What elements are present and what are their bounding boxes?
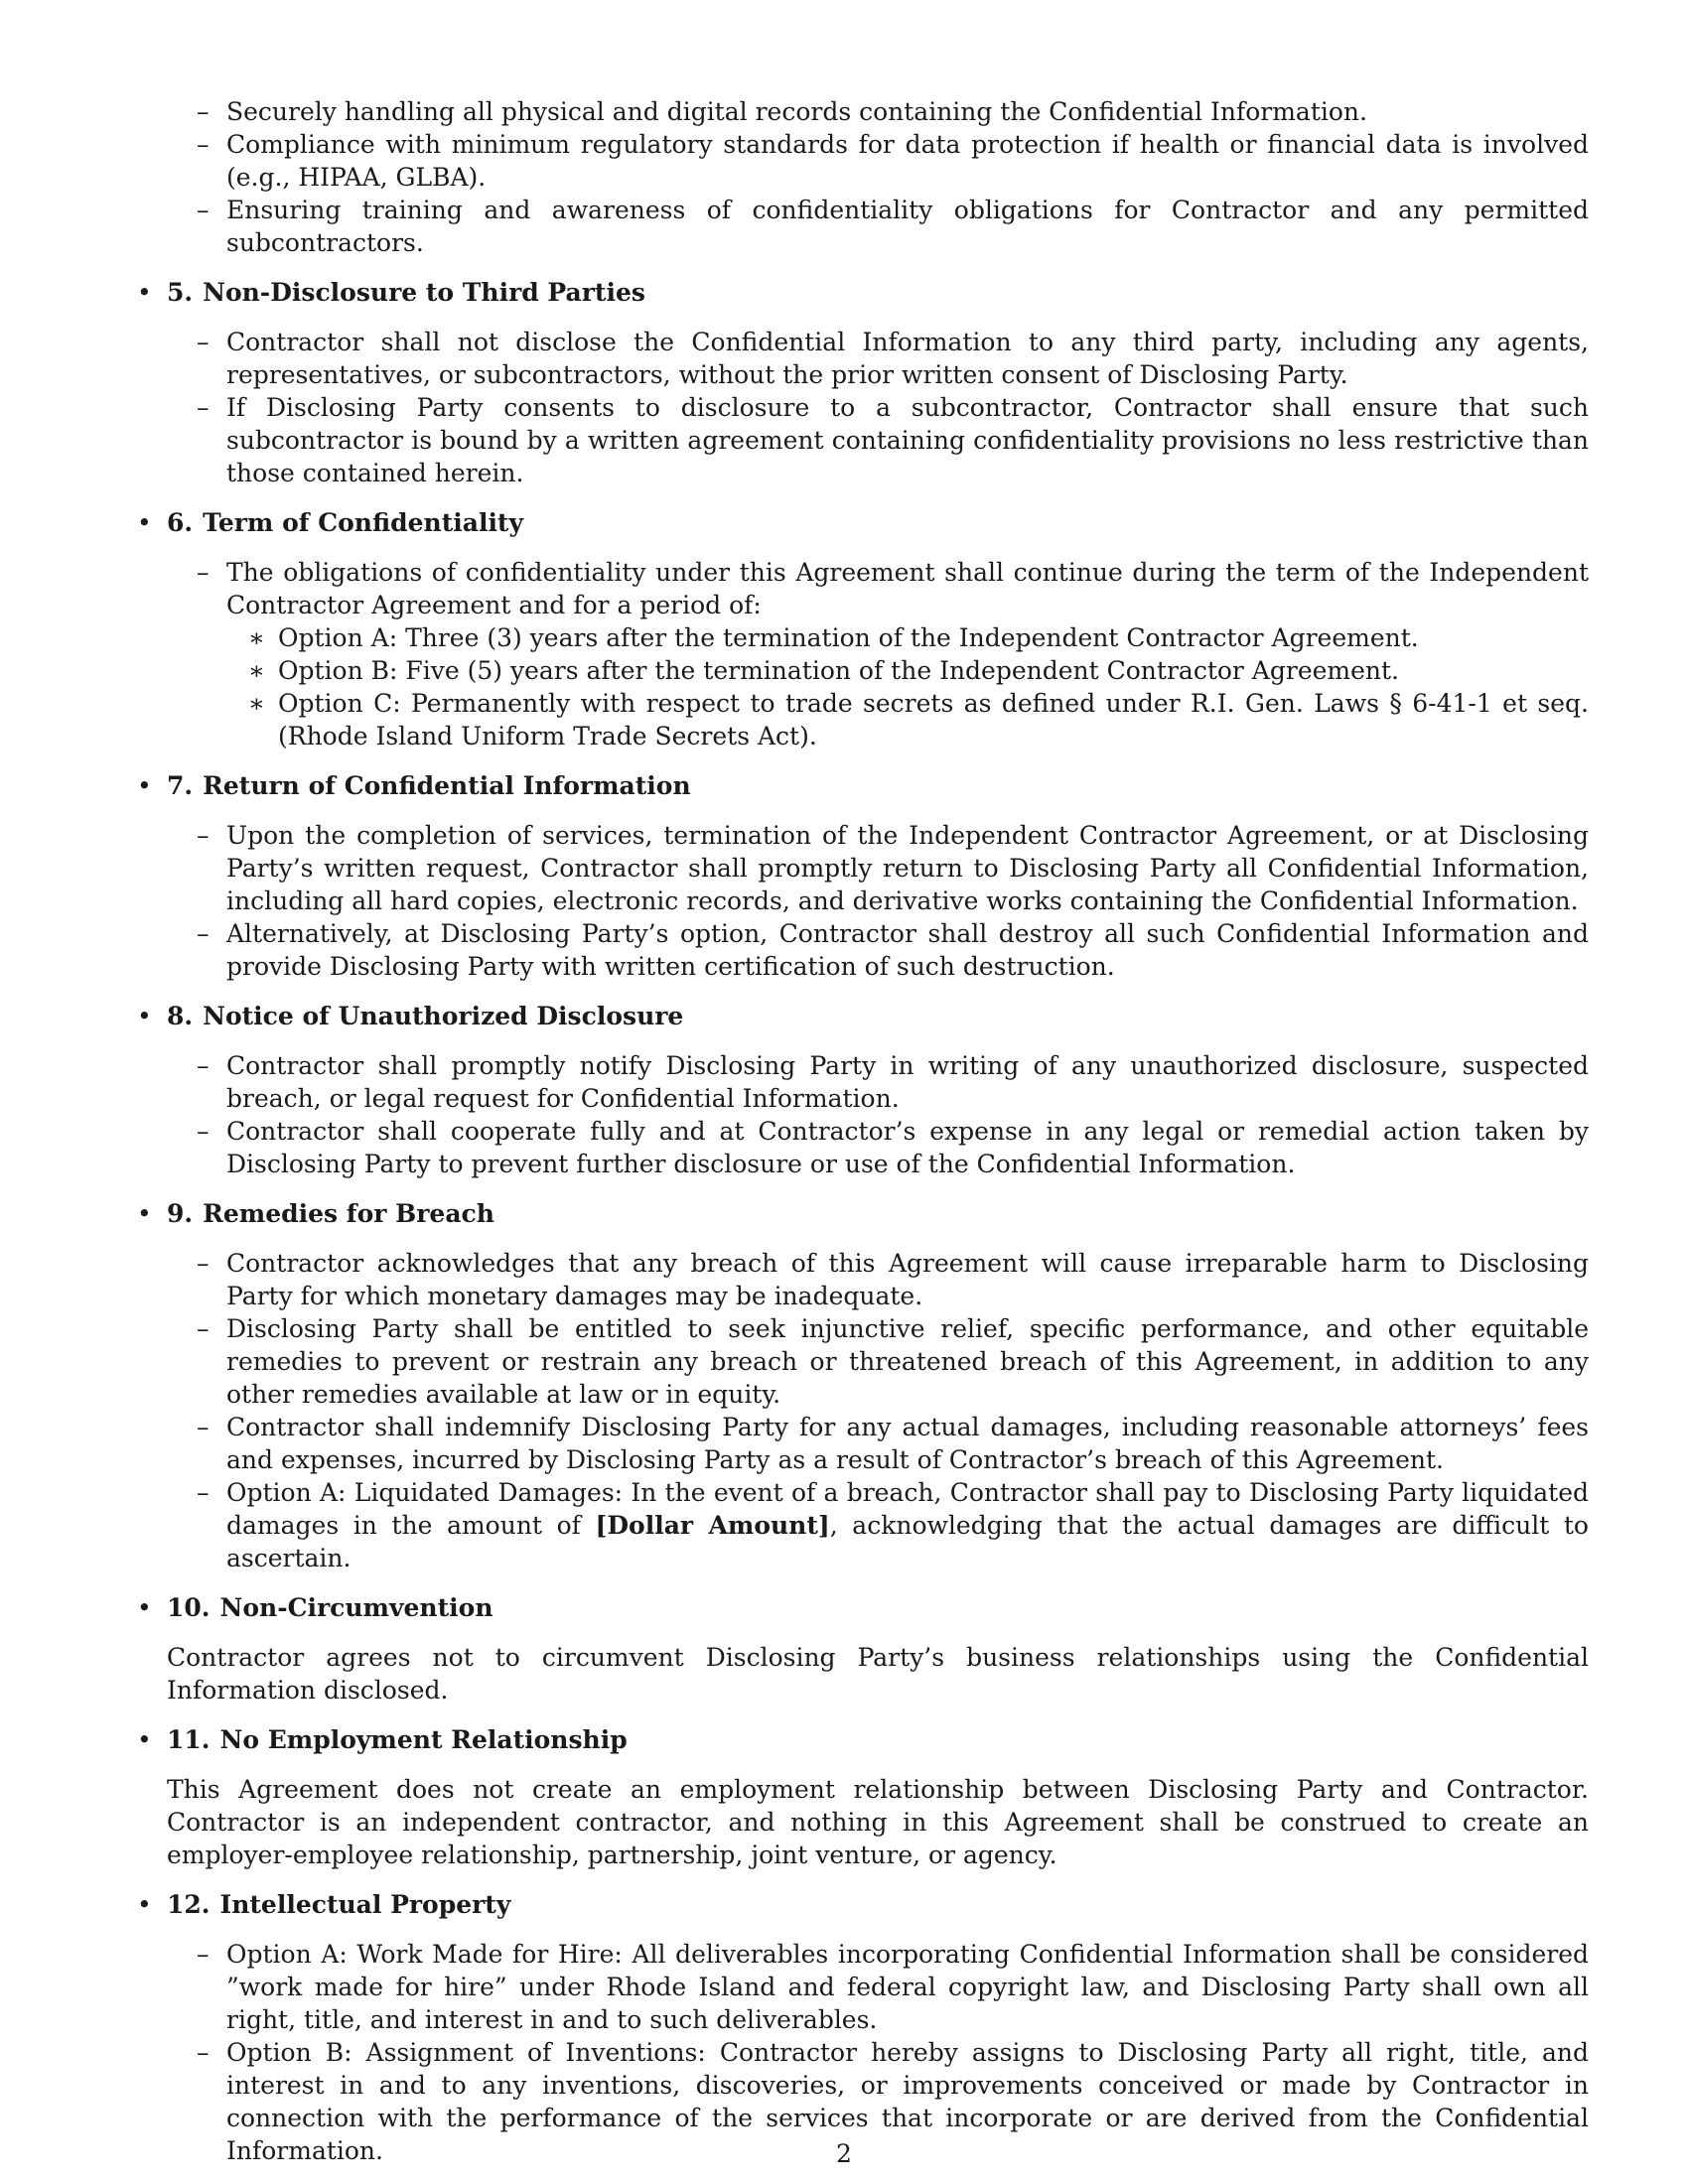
section-list	[149, 1247, 1589, 1574]
section-title: Return of Confidential Information	[203, 771, 691, 800]
section-title: Intellectual Property	[219, 1890, 511, 1919]
section-11	[149, 1723, 1589, 1871]
list-item: – Ensuring training and awareness of confidentiality obligations for Contractor and any permitted subcontractors.	[226, 194, 1589, 259]
section-title: Remedies for Breach	[203, 1199, 494, 1228]
section-5	[149, 276, 1589, 489]
list-item: – Alternatively, at Disclosing Party’s option, Contractor shall destroy all such Confidential Information and provide Disclosing Party with written certification of such destruction.	[226, 917, 1589, 983]
section-heading	[149, 1197, 1589, 1230]
section-6	[149, 506, 1589, 752]
liquidated-damages-suffix: , acknowledging that the actual damages are difficult to ascertain.	[226, 1511, 1589, 1572]
section-heading	[149, 1723, 1589, 1756]
list-item: – Contractor shall not disclose the Confidential Information to any third party, including any agents, representatives, or subcontractors, without the prior written consent of Disclosing Party.	[226, 326, 1589, 391]
dollar-amount-placeholder: [Dollar Amount]	[595, 1511, 830, 1540]
section-list	[149, 1049, 1589, 1180]
section-9	[149, 1197, 1589, 1574]
list-item: – Contractor shall cooperate fully and at Contractor’s expense in any legal or remedial action taken by Disclosing Party to prevent further disclosure or use of the Confidential Information.	[226, 1115, 1589, 1180]
section-list	[149, 1938, 1589, 2167]
page-number: 2	[836, 2139, 852, 2168]
section-heading	[149, 506, 1589, 539]
liquidated-damages-text: Option A: Liquidated Damages: In the event of a breach, Contractor shall pay to Disclosing Party liquidated damages in the amount of	[226, 1478, 1589, 1540]
option-list	[226, 621, 1589, 752]
option-item: ∗ Option A: Three (3) years after the termination of the Independent Contractor Agreement.	[278, 621, 1589, 654]
section-heading	[149, 1591, 1589, 1624]
option-item: ∗ Option B: Five (5) years after the termination of the Independent Contractor Agreement.	[278, 654, 1589, 687]
section-paragraph: Contractor agrees not to circumvent Disclosing Party’s business relationships using the Confidential Information disclosed.	[167, 1643, 1589, 1705]
section-title: Non-Disclosure to Third Parties	[203, 278, 645, 307]
section-number: 10.	[167, 1593, 211, 1622]
section-list	[149, 556, 1589, 752]
section-10	[149, 1591, 1589, 1706]
section-number: 12.	[167, 1890, 211, 1919]
section-heading	[149, 769, 1589, 802]
section-list	[149, 326, 1589, 489]
list-item: – If Disclosing Party consents to disclosure to a subcontractor, Contractor shall ensure that such subcontractor is bound by a written agreement containing confidentiality provisions no less restrictive than those contained herein.	[226, 391, 1589, 489]
section-title: Term of Confidentiality	[203, 508, 524, 537]
list-item: – Option A: Work Made for Hire: All deliverables incorporating Confidential Information shall be considered ”work made for hire” under Rhode Island and federal copyright law, and Disclosing Party shall own all right, title, and interest in and to such deliverables.	[226, 1938, 1589, 2036]
list-item: – Disclosing Party shall be entitled to seek injunctive relief, specific performance, and other equitable remedies to prevent or restrain any breach or threatened breach of this Agreement, in addition to any other remedies available at law or in equity.	[226, 1312, 1589, 1411]
list-item	[226, 556, 1589, 752]
section-list	[149, 819, 1589, 983]
section-12	[149, 1888, 1589, 2167]
section-number: 6.	[167, 508, 194, 537]
list-item-text: The obligations of confidentiality under this Agreement shall continue during the term of the Independent Contractor Agreement and for a period of:	[226, 558, 1589, 619]
section-number: 5.	[167, 278, 194, 307]
section-heading	[149, 1888, 1589, 1921]
document-body	[149, 95, 1589, 2167]
section-number: 7.	[167, 771, 194, 800]
section-title: No Employment Relationship	[219, 1725, 628, 1754]
list-item: – Contractor shall promptly notify Disclosing Party in writing of any unauthorized disclosure, suspected breach, or legal request for Confidential Information.	[226, 1049, 1589, 1115]
section-title: Non-Circumvention	[219, 1593, 493, 1622]
section-7	[149, 769, 1589, 983]
section-paragraph: This Agreement does not create an employment relationship between Disclosing Party and Contractor. Contractor is an independent contractor, and nothing in this Agreement shall be construed to create an employer-employee relationship, partnership, joint venture, or agency.	[167, 1775, 1589, 1869]
intro-list	[149, 95, 1589, 259]
section-heading	[149, 1000, 1589, 1032]
list-item: – Option B: Assignment of Inventions: Contractor hereby assigns to Disclosing Party all right, title, and interest in and to any inventions, discoveries, or improvements conceived or made by Contractor in connection with the performance of the services that incorporate or are derived from the Confidential Information.	[226, 2036, 1589, 2167]
list-item: – Contractor shall indemnify Disclosing Party for any actual damages, including reasonable attorneys’ fees and expenses, incurred by Disclosing Party as a result of Contractor’s breach of this Agreement.	[226, 1411, 1589, 1476]
section-title: Notice of Unauthorized Disclosure	[203, 1002, 684, 1030]
section-heading	[149, 276, 1589, 309]
section-number: 11.	[167, 1725, 211, 1754]
list-item	[226, 1476, 1589, 1574]
section-number: 8.	[167, 1002, 194, 1030]
section-8	[149, 1000, 1589, 1180]
list-item: – Securely handling all physical and digital records containing the Confidential Information.	[226, 95, 1589, 128]
list-item: – Compliance with minimum regulatory standards for data protection if health or financial data is involved (e.g., HIPAA, GLBA).	[226, 128, 1589, 194]
option-item: ∗ Option C: Permanently with respect to trade secrets as defined under R.I. Gen. Laws § 6-41-1 et seq. (Rhode Island Uniform Trade Secrets Act).	[278, 687, 1589, 752]
list-item: – Contractor acknowledges that any breach of this Agreement will cause irreparable harm to Disclosing Party for which monetary damages may be inadequate.	[226, 1247, 1589, 1312]
section-number: 9.	[167, 1199, 194, 1228]
list-item: – Upon the completion of services, termination of the Independent Contractor Agreement, or at Disclosing Party’s written request, Contractor shall promptly return to Disclosing Party all Confidential Information, including all hard copies, electronic records, and derivative works containing the Confidential Information.	[226, 819, 1589, 917]
